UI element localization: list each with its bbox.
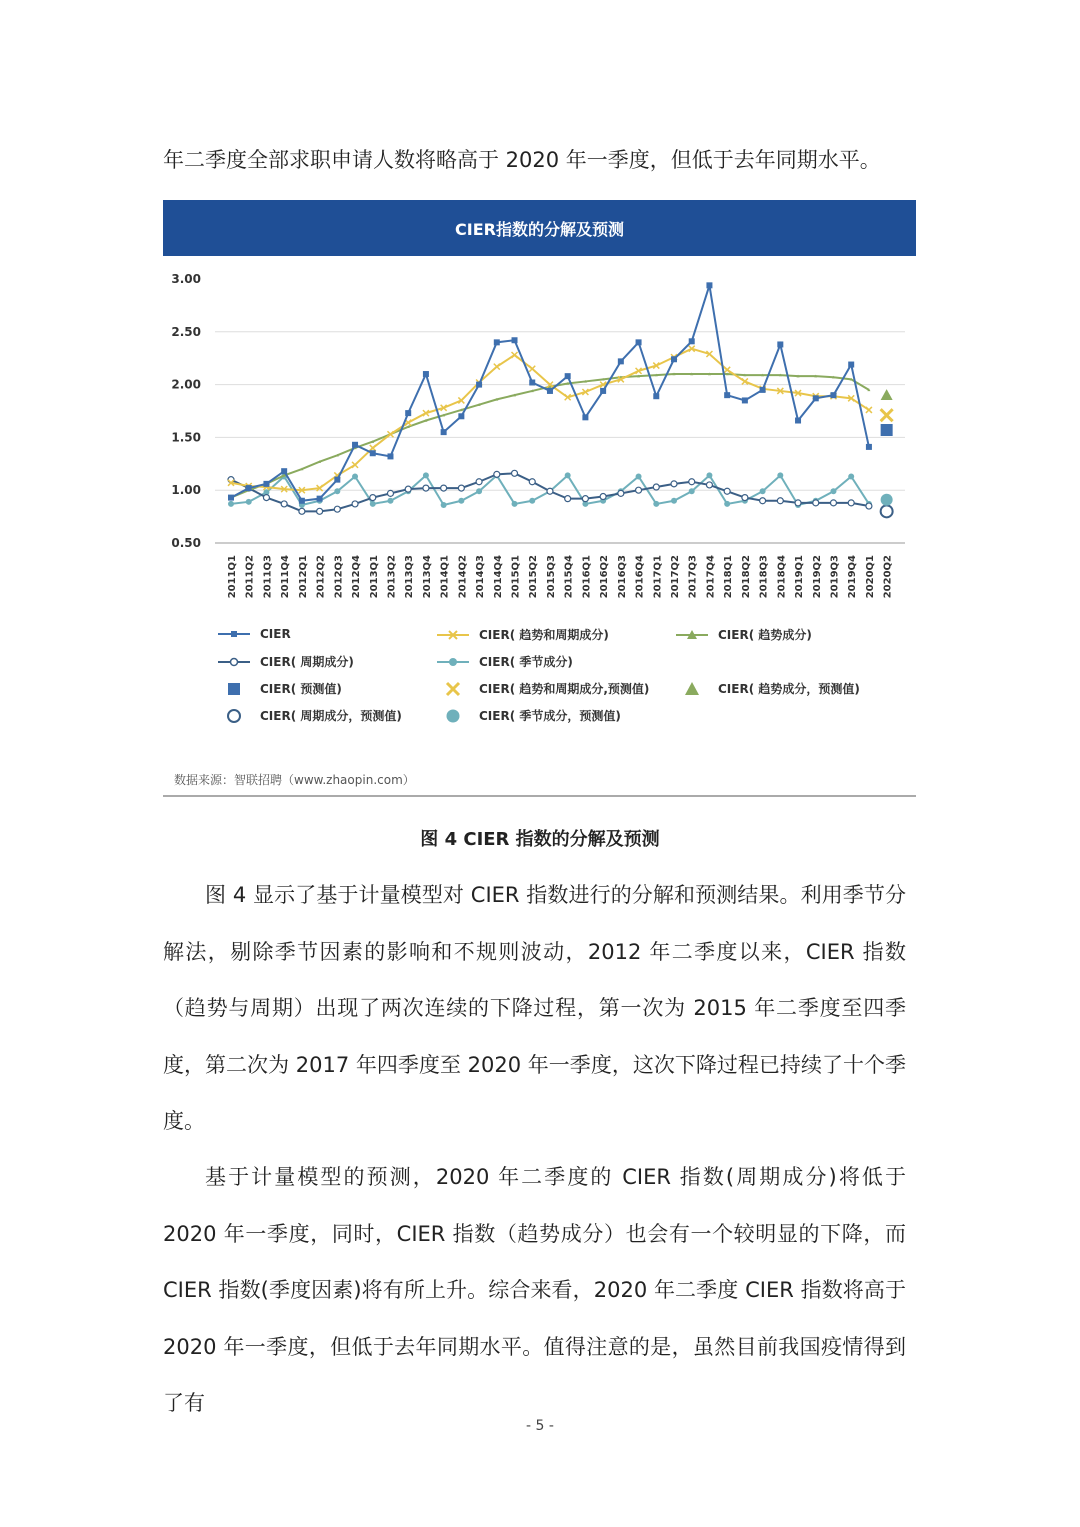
legend-item <box>437 626 609 643</box>
data-point <box>476 382 482 388</box>
legend-item <box>218 680 342 697</box>
data-point <box>653 393 659 399</box>
data-point <box>512 337 518 343</box>
x-tick-label: 2016Q4 <box>634 555 646 599</box>
y-tick-label: 2.50 <box>171 324 201 339</box>
data-point <box>228 495 234 501</box>
x-tick-label: 2017Q3 <box>687 555 699 599</box>
legend-label: CIER( 趋势成分) <box>718 628 812 642</box>
data-point <box>281 468 287 474</box>
data-point <box>547 488 553 494</box>
figure-caption: 图 4 CIER 指数的分解及预测 <box>420 829 660 850</box>
data-point <box>600 494 606 500</box>
data-point <box>565 373 571 379</box>
legend-x-line-icon <box>437 627 469 643</box>
x-tick-label: 2012Q4 <box>351 555 363 599</box>
legend-item <box>218 707 402 724</box>
data-point <box>777 498 783 504</box>
body-text-line: 年二季度全部求职申请人数将略高于 2020 年一季度，但低于去年同期水平。 <box>163 148 881 172</box>
legend-label: CIER( 趋势成分，预测值) <box>718 682 860 696</box>
data-point <box>724 367 730 373</box>
legend-item <box>437 653 573 670</box>
forecast-point <box>881 409 893 421</box>
data-point <box>848 362 854 368</box>
data-point <box>281 501 287 507</box>
data-point <box>458 485 464 491</box>
data-point <box>760 387 766 393</box>
data-point <box>618 490 624 496</box>
data-point <box>813 500 819 506</box>
data-point <box>653 484 659 490</box>
data-point <box>706 472 712 478</box>
legend-label: CIER( 周期成分，预测值) <box>260 709 402 723</box>
data-point <box>724 392 730 398</box>
data-point <box>423 371 429 377</box>
data-point <box>334 477 340 483</box>
legend-item <box>218 653 354 670</box>
data-point <box>636 473 642 479</box>
x-tick-label: 2018Q3 <box>758 555 770 599</box>
divider <box>163 795 916 797</box>
legend-item <box>676 680 860 697</box>
data-point <box>441 502 447 508</box>
data-point <box>370 450 376 456</box>
data-point <box>476 479 482 485</box>
data-point <box>636 339 642 345</box>
data-point <box>529 366 535 372</box>
data-point <box>689 338 695 344</box>
data-point <box>742 495 748 501</box>
data-point <box>387 498 393 504</box>
x-tick-label: 2019Q1 <box>794 555 806 599</box>
data-point <box>512 470 518 476</box>
x-tick-label: 2020Q2 <box>882 555 894 599</box>
data-point <box>760 498 766 504</box>
data-point <box>476 488 482 494</box>
x-tick-label: 2016Q2 <box>599 555 611 599</box>
data-point <box>830 488 836 494</box>
y-tick-label: 1.00 <box>171 483 201 498</box>
legend-circle-icon <box>437 708 469 724</box>
legend-open-circle-icon <box>218 708 250 724</box>
x-tick-label: 2016Q1 <box>581 555 593 599</box>
forecast-point <box>881 389 893 400</box>
x-tick-label: 2015Q1 <box>510 555 522 599</box>
data-point <box>600 388 606 394</box>
x-tick-label: 2017Q1 <box>652 555 664 599</box>
page-number: - 5 - <box>526 1418 554 1434</box>
data-point <box>370 501 376 507</box>
data-point <box>795 418 801 424</box>
data-point <box>228 501 234 507</box>
data-point <box>689 479 695 485</box>
data-point <box>866 503 872 509</box>
legend-item <box>676 626 812 643</box>
data-point <box>317 508 323 514</box>
data-point <box>830 392 836 398</box>
data-point <box>334 506 340 512</box>
legend-label: CIER <box>260 627 291 641</box>
data-point <box>423 472 429 478</box>
data-point <box>830 500 836 506</box>
data-point <box>529 379 535 385</box>
series-line <box>231 349 869 491</box>
data-point <box>724 488 730 494</box>
legend-triangle-line-icon <box>676 627 708 643</box>
x-tick-label: 2015Q3 <box>545 555 557 599</box>
data-point <box>263 495 269 501</box>
data-point <box>866 407 872 413</box>
legend-item <box>218 626 291 642</box>
data-point <box>334 488 340 494</box>
y-tick-label: 3.00 <box>171 272 201 286</box>
x-tick-label: 2014Q3 <box>475 555 487 599</box>
x-tick-label: 2011Q4 <box>280 555 292 599</box>
x-tick-label: 2012Q3 <box>333 555 345 599</box>
y-tick-label: 1.50 <box>171 430 201 445</box>
x-tick-label: 2012Q1 <box>297 555 309 599</box>
data-point <box>352 473 358 479</box>
data-point <box>582 414 588 420</box>
legend-label: CIER( 趋势和周期成分) <box>479 628 609 642</box>
data-point <box>565 496 571 502</box>
x-tick-label: 2018Q2 <box>740 555 752 599</box>
x-tick-label: 2017Q2 <box>670 555 681 599</box>
forecast-point <box>881 505 893 517</box>
x-tick-label: 2011Q2 <box>244 555 256 599</box>
data-point <box>352 501 358 507</box>
x-tick-label: 2014Q2 <box>457 555 469 599</box>
data-point <box>370 445 376 451</box>
x-tick-label: 2017Q4 <box>705 555 717 599</box>
chart-title: CIER指数的分解及预测 <box>163 200 916 256</box>
data-point <box>777 341 783 347</box>
data-point <box>512 501 518 507</box>
data-point <box>671 481 677 487</box>
data-point <box>441 485 447 491</box>
paragraph: 基于计量模型的预测，2020 年二季度的 CIER 指数(周期成分)将低于 2020 年一季度，同时，CIER 指数（趋势成分）也会有一个较明显的下降，而 CIER 指数(季度因素)将有所上升。综合来看，2020 年二季度 CIER 指数将高于 2020 年一季度，但低于去年同期水平。值得注意的是，虽然目前我国疫情得到了有 <box>163 1165 906 1416</box>
legend-label: CIER( 季节成分) <box>479 655 573 669</box>
data-point <box>706 282 712 288</box>
data-point <box>352 462 358 468</box>
legend-label: CIER( 季节成分，预测值) <box>479 709 621 723</box>
x-tick-label: 2016Q3 <box>616 555 628 599</box>
y-tick-label: 2.00 <box>171 377 201 392</box>
legend-label: CIER( 趋势和周期成分,预测值) <box>479 682 650 696</box>
x-tick-label: 2015Q2 <box>528 555 540 599</box>
legend-label: CIER( 周期成分) <box>260 655 354 669</box>
data-point <box>795 500 801 506</box>
data-point <box>494 339 500 345</box>
legend-label: CIER( 预测值) <box>260 682 342 696</box>
x-tick-label: 2019Q3 <box>829 555 841 599</box>
data-point <box>423 485 429 491</box>
data-point <box>246 485 252 491</box>
x-tick-label: 2019Q4 <box>847 555 859 599</box>
y-tick-label: 0.50 <box>171 536 201 550</box>
forecast-point <box>881 494 893 506</box>
data-point <box>512 352 518 358</box>
data-point <box>387 453 393 459</box>
x-tick-label: 2011Q3 <box>262 555 274 599</box>
x-tick-label: 2012Q2 <box>315 555 327 599</box>
data-point <box>405 486 411 492</box>
data-point <box>494 364 500 370</box>
legend-circle-line-icon <box>437 654 469 670</box>
data-point <box>263 481 269 487</box>
x-tick-label: 2013Q4 <box>421 555 433 599</box>
data-point <box>458 498 464 504</box>
x-tick-label: 2013Q3 <box>404 555 416 599</box>
data-point <box>529 479 535 485</box>
paragraph: 图 4 显示了基于计量模型对 CIER 指数进行的分解和预测结果。利用季节分解法，剔除季节因素的影响和不规则波动，2012 年二季度以来，CIER 指数（趋势与周期）出现了两次连续的下降过程，第一次为 2015 年二季度至四季度，第二次为 2017 年四季度至 2020 年一季度，这次下降过程已持续了十个季度。 <box>163 883 906 1134</box>
x-tick-label: 2018Q4 <box>776 555 788 599</box>
data-point <box>370 495 376 501</box>
data-point <box>671 498 677 504</box>
x-tick-label: 2018Q1 <box>723 555 735 599</box>
data-point <box>387 490 393 496</box>
data-point <box>299 508 305 514</box>
data-point <box>813 395 819 401</box>
data-point <box>777 472 783 478</box>
x-tick-label: 2015Q4 <box>563 555 575 599</box>
data-point <box>653 501 659 507</box>
data-point <box>458 413 464 419</box>
data-point <box>866 444 872 450</box>
data-point <box>848 500 854 506</box>
chart-plot <box>163 256 916 616</box>
data-source: 数据来源：智联招聘（www.zhaopin.com） <box>174 773 415 787</box>
legend-item <box>437 707 621 724</box>
data-point <box>706 482 712 488</box>
data-point <box>582 496 588 502</box>
legend-square-icon <box>218 681 250 697</box>
x-tick-label: 2019Q2 <box>811 555 823 599</box>
x-tick-label: 2014Q1 <box>439 555 451 599</box>
data-point <box>299 498 305 504</box>
x-tick-label: 2020Q1 <box>864 555 876 599</box>
data-point <box>724 501 730 507</box>
legend-triangle-icon <box>676 681 708 697</box>
data-point <box>547 388 553 394</box>
legend-open-circle-line-icon <box>218 654 250 670</box>
x-tick-label: 2013Q1 <box>368 555 380 599</box>
forecast-point <box>881 424 893 436</box>
data-point <box>636 487 642 493</box>
data-point <box>689 488 695 494</box>
data-point <box>441 429 447 435</box>
data-point <box>671 356 677 362</box>
data-point <box>848 473 854 479</box>
data-point <box>352 442 358 448</box>
x-tick-label: 2014Q4 <box>492 555 504 599</box>
legend-x-icon <box>437 681 469 697</box>
data-point <box>529 498 535 504</box>
data-point <box>742 397 748 403</box>
data-point <box>246 499 252 505</box>
data-point <box>618 358 624 364</box>
data-point <box>760 488 766 494</box>
x-tick-label: 2011Q1 <box>227 555 238 599</box>
data-point <box>405 410 411 416</box>
data-point <box>494 471 500 477</box>
x-tick-label: 2013Q2 <box>386 555 398 599</box>
data-point <box>565 472 571 478</box>
legend-square-line-icon <box>218 626 250 642</box>
data-point <box>317 496 323 502</box>
legend-item <box>437 680 649 697</box>
